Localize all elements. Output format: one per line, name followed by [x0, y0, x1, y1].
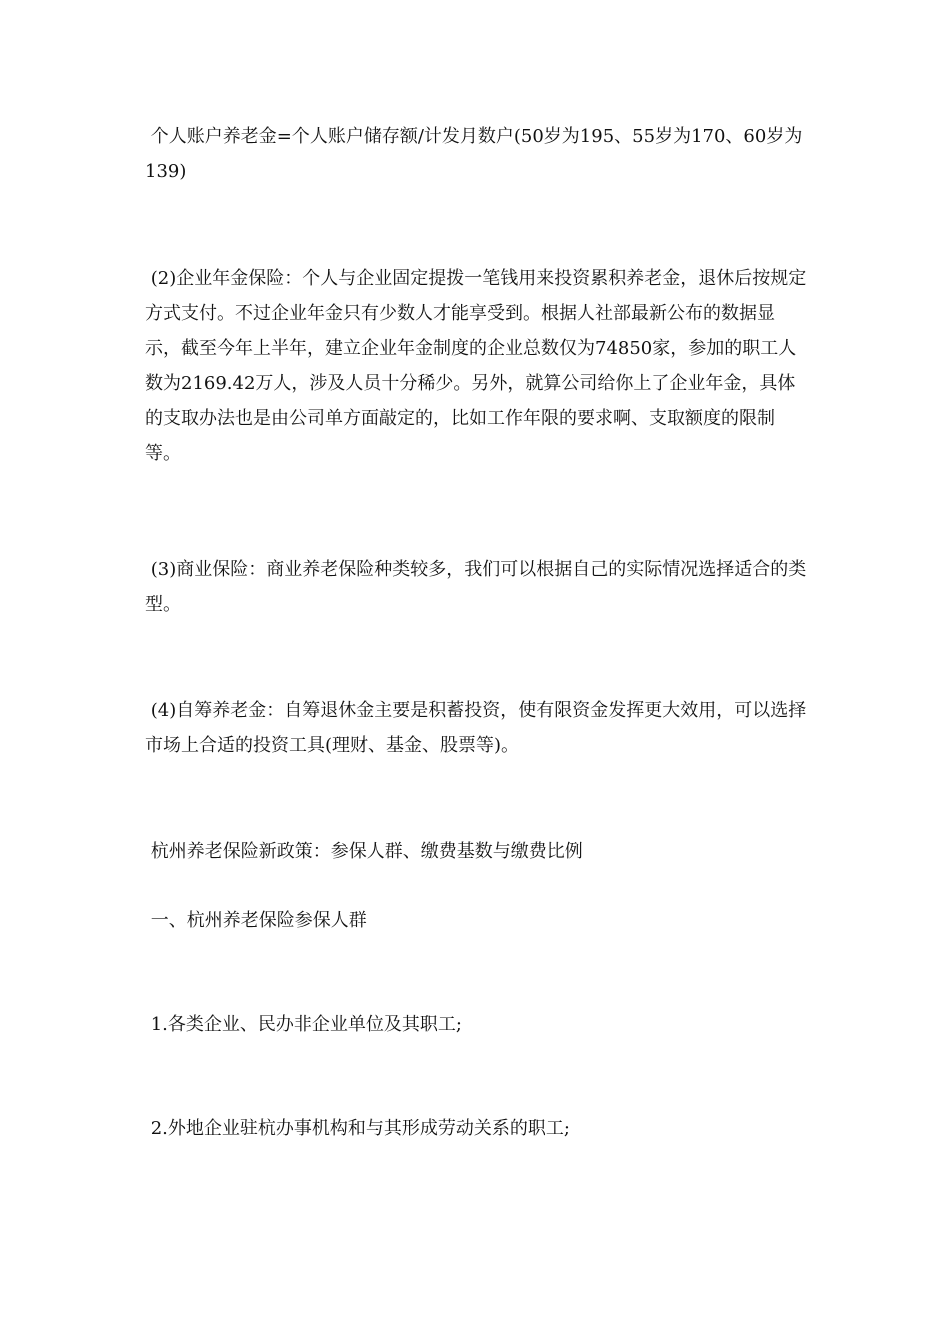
- list-item-enterprises: 1.各类企业、民办非企业单位及其职工;: [145, 1014, 462, 1035]
- subsection-heading-insured-groups: 一、杭州养老保险参保人群: [145, 910, 367, 931]
- paragraph-enterprise-annuity: (2)企业年金保险：个人与企业固定提拨一笔钱用来投资累积养老金，退休后按规定方式支付。不过企业年金只有少数人才能享受到。根据人社部最新公布的数据显示，截至今年上半年，建立企业年金制度的企业总数仅为74850家，参加的职工人数为2169.42万人，涉及人员十分稀少。另外，就算公司给你上了企业年金，具体的支取办法也是由公司单方面敲定的，比如工作年限的要求啊、支取额度的限制等。: [145, 268, 807, 464]
- section-heading-hangzhou-policy: 杭州养老保险新政策：参保人群、缴费基数与缴费比例: [145, 841, 583, 862]
- list-item-offices-in-hangzhou: 2.外地企业驻杭办事机构和与其形成劳动关系的职工;: [145, 1118, 570, 1139]
- paragraph-personal-account-pension: 个人账户养老金=个人账户储存额/计发月数户(50岁为195、55岁为170、60岁为139): [145, 126, 803, 182]
- paragraph-commercial-insurance: (3)商业保险：商业养老保险种类较多，我们可以根据自己的实际情况选择适合的类型。: [145, 559, 807, 615]
- paragraph-self-funded-pension: (4)自筹养老金：自筹退休金主要是积蓄投资，使有限资金发挥更大效用，可以选择市场上合适的投资工具(理财、基金、股票等)。: [145, 700, 807, 756]
